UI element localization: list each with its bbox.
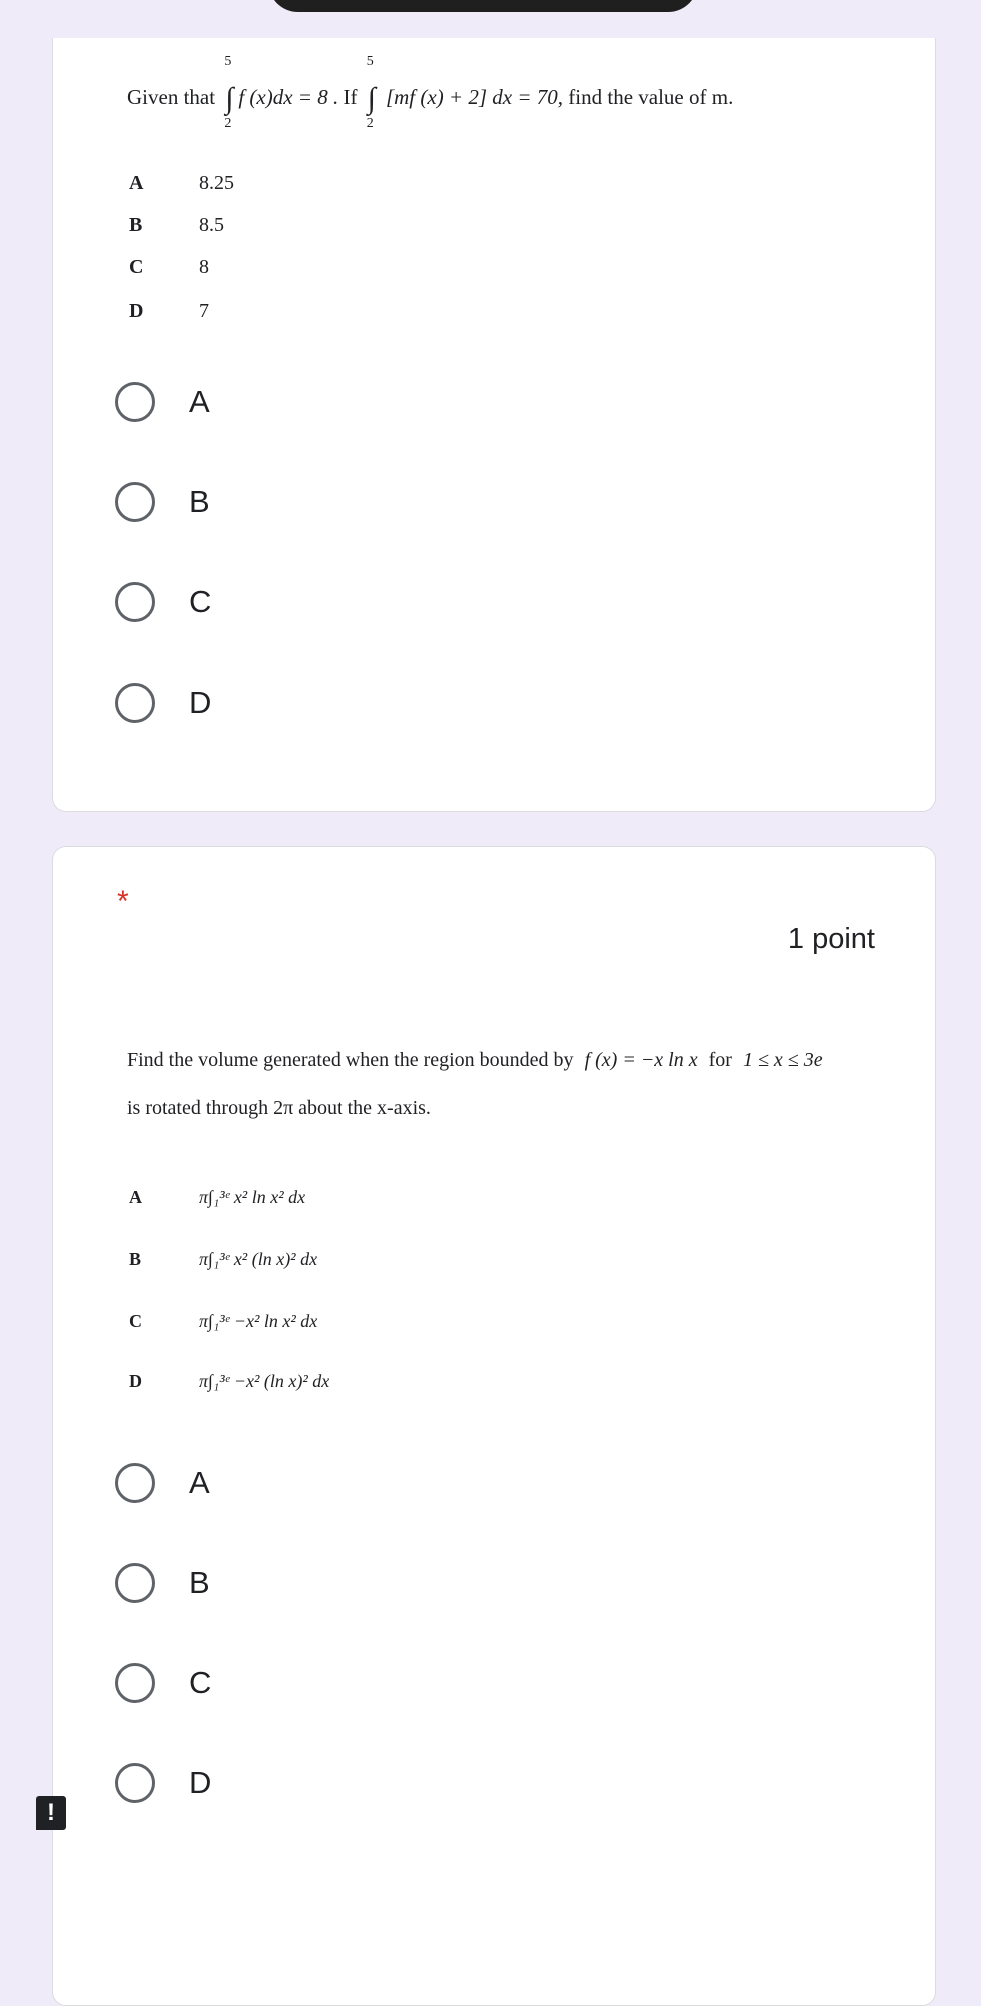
- q2-option-d: D π∫₁³ᵉ −x² (ln x)² dx: [129, 1371, 330, 1391]
- points-label: 1 point: [787, 923, 875, 955]
- question-card-1: [52, 38, 936, 812]
- radio-circle[interactable]: [115, 582, 155, 622]
- q1-option-a: A 8.25: [129, 172, 234, 194]
- q2-radio-b[interactable]: B: [115, 1563, 210, 1603]
- phone-notch: [268, 0, 698, 12]
- q1-option-c: C 8: [129, 256, 209, 278]
- radio-circle[interactable]: [115, 1463, 155, 1503]
- q2-radio-d[interactable]: D: [115, 1763, 211, 1803]
- q1-option-d: D 7: [129, 300, 209, 322]
- radio-circle[interactable]: [115, 683, 155, 723]
- q2-option-a: A π∫₁³ᵉ x² ln x² dx: [129, 1187, 306, 1207]
- radio-circle[interactable]: [115, 1663, 155, 1703]
- q2-radio-a[interactable]: A: [115, 1463, 210, 1503]
- q2-option-b: B π∫₁³ᵉ x² (ln x)² dx: [129, 1249, 318, 1269]
- q1-option-b: B 8.5: [129, 214, 224, 236]
- q1-radio-c[interactable]: C: [115, 582, 211, 622]
- q1-radio-d[interactable]: D: [115, 683, 211, 723]
- alert-icon[interactable]: !: [36, 1796, 66, 1830]
- question-2-text-line2: is rotated through 2π about the x-axis.: [127, 1097, 431, 1119]
- q2-option-c: C π∫₁³ᵉ −x² ln x² dx: [129, 1311, 318, 1331]
- q2-radio-c[interactable]: C: [115, 1663, 211, 1703]
- radio-circle[interactable]: [115, 1763, 155, 1803]
- q1-radio-a[interactable]: A: [115, 382, 210, 422]
- question-2-text-line1: Find the volume generated when the region bounded by f (x) = −x ln x for 1 ≤ x ≤ 3e: [127, 1049, 823, 1071]
- radio-circle[interactable]: [115, 382, 155, 422]
- question-card-2: [52, 846, 936, 2006]
- required-asterisk: *: [117, 885, 129, 918]
- radio-circle[interactable]: [115, 482, 155, 522]
- question-1-text: Given that 5 ∫ 2 f (x)dx = 8 . If 5 ∫ 2 [mf (x) + 2] dx = 70, find the value of m.: [127, 54, 734, 131]
- q1-radio-b[interactable]: B: [115, 482, 210, 522]
- radio-circle[interactable]: [115, 1563, 155, 1603]
